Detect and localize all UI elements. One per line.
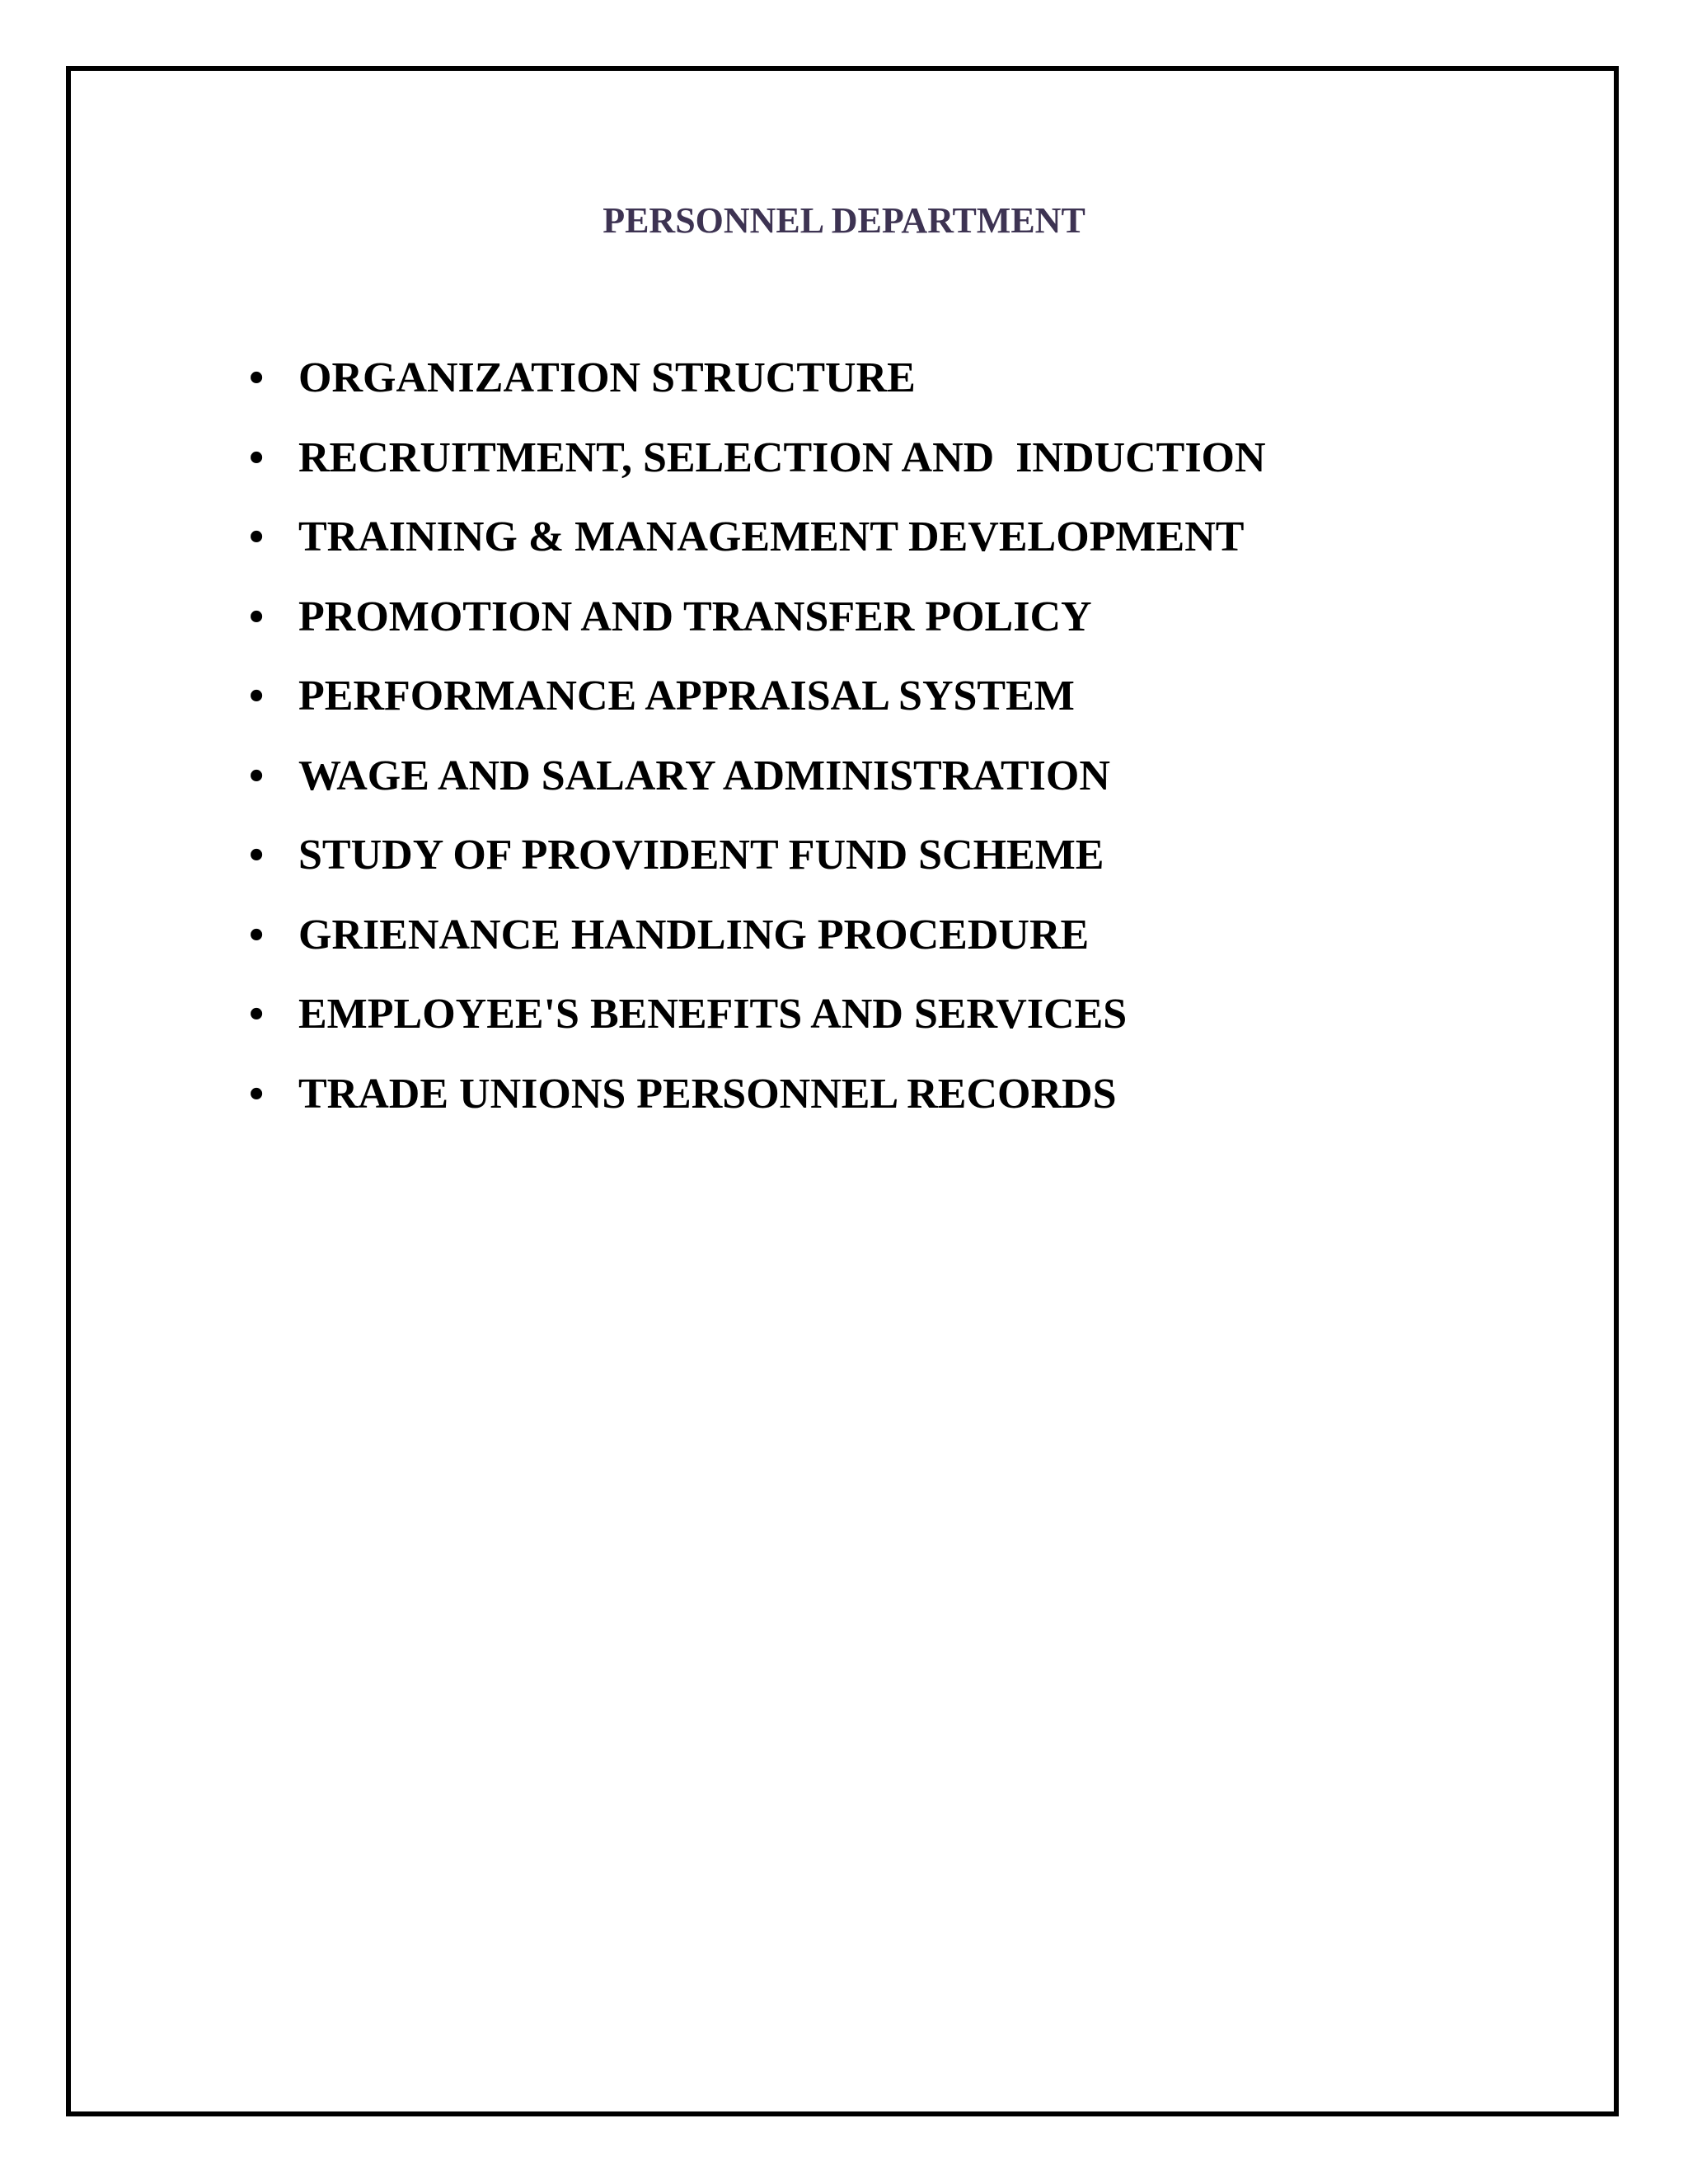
bullet-icon: • bbox=[249, 911, 265, 958]
topic-text: GRIENANCE HANDLING PROCEDURE bbox=[298, 911, 1090, 958]
bullet-icon: • bbox=[249, 752, 265, 799]
list-item bbox=[249, 906, 1266, 986]
list-item bbox=[249, 826, 1266, 906]
list-item bbox=[249, 588, 1266, 668]
page-title: PERSONNEL DEPARTMENT bbox=[603, 200, 1085, 241]
list-item bbox=[249, 985, 1266, 1065]
bullet-icon: • bbox=[249, 673, 265, 719]
topic-text: STUDY OF PROVIDENT FUND SCHEME bbox=[298, 832, 1104, 879]
list-item bbox=[249, 667, 1266, 747]
topic-text: EMPLOYEE'S BENEFITS AND SERVICES bbox=[298, 991, 1128, 1038]
bullet-icon: • bbox=[249, 513, 265, 560]
topic-text: PERFORMANCE APPRAISAL SYSTEM bbox=[298, 673, 1075, 719]
bullet-icon: • bbox=[249, 593, 265, 640]
topic-text: WAGE AND SALARY ADMINISTRATION bbox=[298, 752, 1110, 799]
topic-text: RECRUITMENT, SELECTION AND INDUCTION bbox=[298, 434, 1266, 481]
bullet-icon: • bbox=[249, 354, 265, 401]
list-item bbox=[249, 508, 1266, 588]
bullet-icon: • bbox=[249, 1070, 265, 1118]
bullet-icon: • bbox=[249, 434, 265, 481]
topic-text: TRAINING & MANAGEMENT DEVELOPMENT bbox=[298, 513, 1245, 560]
bullet-icon: • bbox=[249, 991, 265, 1038]
topic-text: PROMOTION AND TRANSFER POLICY bbox=[298, 593, 1092, 640]
topic-text: TRADE UNIONS PERSONNEL RECORDS bbox=[298, 1070, 1117, 1118]
list-item bbox=[249, 349, 1266, 429]
topic-list bbox=[249, 349, 1266, 1144]
list-item bbox=[249, 1065, 1266, 1145]
list-item bbox=[249, 429, 1266, 509]
topic-text: ORGANIZATION STRUCTURE bbox=[298, 354, 916, 401]
list-item bbox=[249, 747, 1266, 827]
bullet-icon: • bbox=[249, 832, 265, 879]
